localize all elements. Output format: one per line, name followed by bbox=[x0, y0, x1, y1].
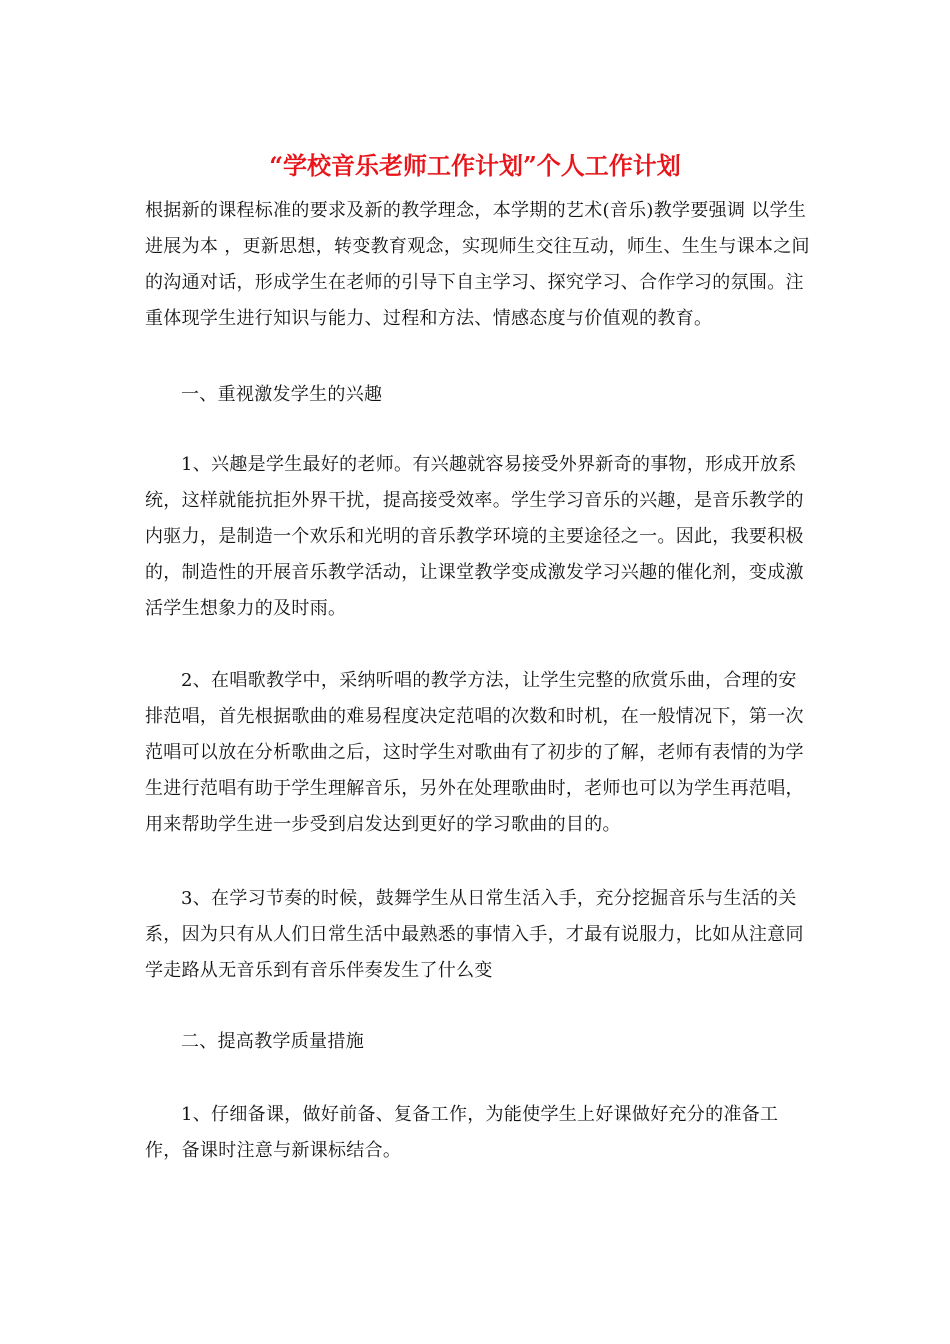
paragraph-item-2-1: 1、仔细备课，做好前备、复备工作，为能使学生上好课做好充分的准备工作，备课时注意与新课标结合。 bbox=[145, 1104, 779, 1161]
intro-paragraph: 根据新的课程标准的要求及新的教学理念，本学期的艺术(音乐)教学要强调 以学生进展为本 ，更新思想，转变教育观念，实现师生交往互动，师生、生生与课本之间的沟通对话，形成学生在老师的引导下自主学习、探究学习、合作学习的氛围。注重体现学生进行知识与能力、过程和方法、情感态度与价值观的教育。 bbox=[145, 200, 810, 329]
document-title: “学校音乐老师工作计划”个人工作计划 bbox=[269, 151, 681, 180]
paragraph-item-1-3: 3、在学习节奏的时候，鼓舞学生从日常生活入手，充分挖掘音乐与生活的关系，因为只有从人们日常生活中最熟悉的事情入手，才最有说服力，比如从注意同学走路从无音乐到有音乐伴奏发生了什么变 bbox=[145, 888, 804, 981]
paragraph-item-1-1: 1、兴趣是学生最好的老师。有兴趣就容易接受外界新奇的事物，形成开放系统，这样就能抗拒外界干扰，提高接受效率。学生学习音乐的兴趣，是音乐教学的内驱力，是制造一个欢乐和光明的音乐教学环境的主要途径之一。因此，我要积极的，制造性的开展音乐教学活动，让课堂教学变成激发学习兴趣的催化剂，变成激活学生想象力的及时雨。 bbox=[145, 454, 804, 619]
section-heading-1: 一、重视激发学生的兴趣 bbox=[181, 384, 383, 405]
paragraph-item-1-2: 2、在唱歌教学中，采纳听唱的教学方法，让学生完整的欣赏乐曲，合理的安排范唱，首先根据歌曲的难易程度决定范唱的次数和时机，在一般情况下，第一次范唱可以放在分析歌曲之后，这时学生对歌曲有了初步的了解，老师有表情的为学生进行范唱有助于学生理解音乐，另外在处理歌曲时，老师也可以为学生再范唱，用来帮助学生进一步受到启发达到更好的学习歌曲的目的。 bbox=[145, 670, 804, 835]
section-heading-2: 二、提高教学质量措施 bbox=[181, 1031, 364, 1052]
